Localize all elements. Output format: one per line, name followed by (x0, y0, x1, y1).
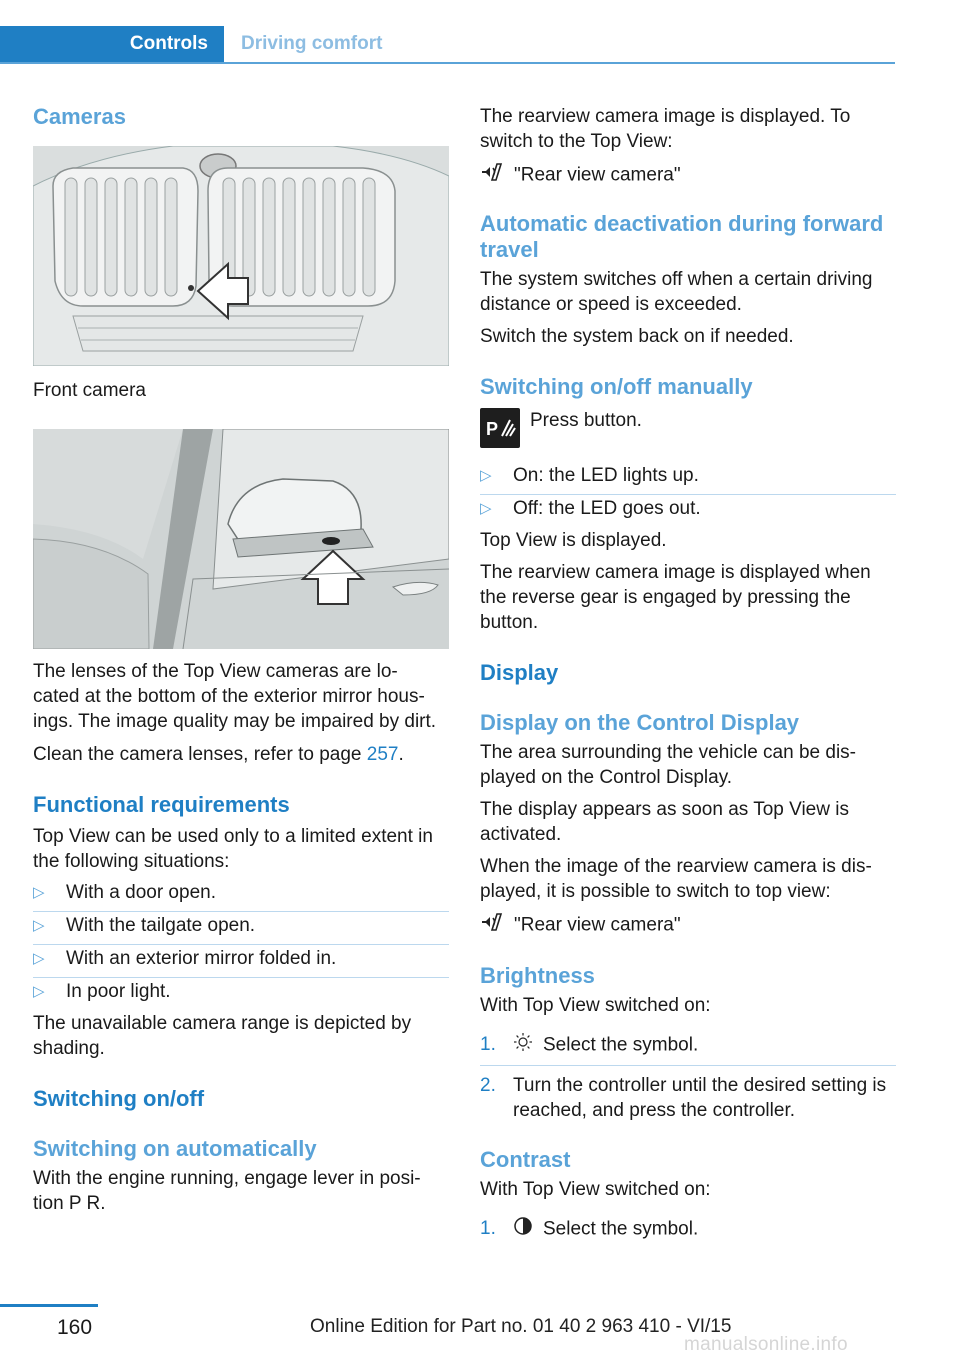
functional-requirements-heading: Functional requirements (33, 792, 290, 817)
clean-text-prefix: Clean the camera lenses, refer to page (33, 744, 367, 765)
display-appears-text: The display appears as soon as Top View is activated. (480, 799, 849, 845)
step-item (480, 1073, 896, 1123)
sun-brightness-icon (513, 1032, 533, 1059)
contrast-icon (513, 1216, 533, 1243)
page-link-257[interactable]: 257 (366, 744, 399, 765)
tab-driving-comfort[interactable]: Driving comfort (241, 33, 383, 54)
list-item: ▷ With a door open. (33, 880, 449, 912)
mirror-illustration (33, 429, 449, 649)
contrast-heading: Contrast (480, 1147, 571, 1172)
display-control-heading: Display on the Control Display (480, 710, 800, 735)
cameras-heading: Cameras (33, 104, 126, 129)
rear-view-camera-line-1 (480, 162, 896, 189)
when-image-text: When the image of the rearview camera is dis‐ played, it is possible to switch to top view: (480, 856, 872, 902)
rearview-text: The rearview camera image is displayed. To switch to the Top View: (480, 106, 851, 152)
lenses-text: The lenses of the Top View cameras are lo‐ cated at the bottom of the exterior mirror hous‐ ings. The image quality may be impaired by dirt. (33, 661, 437, 732)
front-camera-figure (33, 146, 449, 366)
manual-switching-heading: Switching on/off manually (480, 374, 753, 399)
step-text: Select the symbol. (543, 1034, 699, 1056)
voice-command-icon (480, 912, 504, 939)
rear-view-camera-text-2: "Rear view camera" (514, 914, 681, 936)
list-item: ▷ On: the LED lights up. (480, 463, 896, 495)
step-text: Select the symbol. (543, 1218, 699, 1240)
top-view-displayed-text: Top View is displayed. (480, 530, 667, 551)
press-button-text: Press button. (530, 410, 642, 431)
contrast-steps (480, 1216, 896, 1243)
list-item: ▷ Off: the LED goes out. (480, 496, 896, 521)
rear-view-camera-text-1: "Rear view camera" (514, 164, 681, 186)
watermark: manualsonline.info (684, 1334, 848, 1355)
step-item (480, 1032, 896, 1066)
footer-rule (0, 1304, 98, 1307)
display-heading: Display (480, 660, 559, 685)
edition-text: Online Edition for Part no. 01 40 2 963 410 - VI/15 (310, 1316, 732, 1337)
functional-requirements-list (33, 880, 449, 1004)
svg-text:P: P (486, 419, 499, 439)
brightness-text: With Top View switched on: (480, 995, 711, 1016)
list-item: ▷ With the tailgate open. (33, 913, 449, 945)
area-surrounding-text: The area surrounding the vehicle can be dis‐ played on the Control Display. (480, 742, 857, 788)
header-tabs (0, 26, 895, 64)
clean-text (33, 742, 449, 767)
front-grille-illustration (33, 146, 449, 366)
page-number: 160 (57, 1316, 93, 1339)
switching-auto-text: With the engine running, engage lever in posi‐ tion P R. (33, 1168, 421, 1214)
right-column (480, 100, 896, 1243)
press-button-row (480, 408, 896, 454)
step-item (480, 1216, 896, 1243)
left-column (33, 100, 449, 1216)
clean-text-suffix: . (398, 744, 404, 765)
manual-switching-list (480, 463, 896, 521)
brightness-steps (480, 1032, 896, 1123)
list-item: ▷ With an exterior mirror folded in. (33, 946, 449, 978)
switching-auto-heading: Switching on automatically (33, 1136, 317, 1161)
contrast-text: With Top View switched on: (480, 1179, 711, 1200)
step-number: 1. (480, 1218, 496, 1239)
switch-back-text: Switch the system back on if needed. (480, 326, 794, 347)
tab-controls[interactable]: Controls (0, 26, 224, 62)
brightness-heading: Brightness (480, 963, 595, 988)
voice-command-icon (480, 162, 504, 189)
auto-deactivation-text: The system switches off when a certain driving distance or speed is exceeded. (480, 269, 873, 315)
parking-camera-button-icon (480, 408, 520, 448)
list-item: ▷ In poor light. (33, 979, 449, 1004)
switching-heading: Switching on/off (33, 1086, 205, 1111)
step-text: Turn the controller until the desired setting is reached, and press the controller. (513, 1075, 887, 1121)
rear-view-camera-line-2 (480, 912, 896, 939)
front-camera-caption: Front camera (33, 380, 146, 401)
functional-requirements-text: Top View can be used only to a limited extent in the following situations: (33, 826, 433, 872)
auto-deactivation-heading: Automatic deactivation during forward travel (480, 211, 884, 262)
step-number: 1. (480, 1034, 496, 1055)
unavailable-range-text: The unavailable camera range is depicted by shading. (33, 1013, 412, 1059)
rearview-reverse-text: The rearview camera image is displayed when the reverse gear is engaged by pressing the button. (480, 562, 871, 633)
step-number: 2. (480, 1075, 496, 1096)
mirror-camera-figure (33, 429, 449, 649)
